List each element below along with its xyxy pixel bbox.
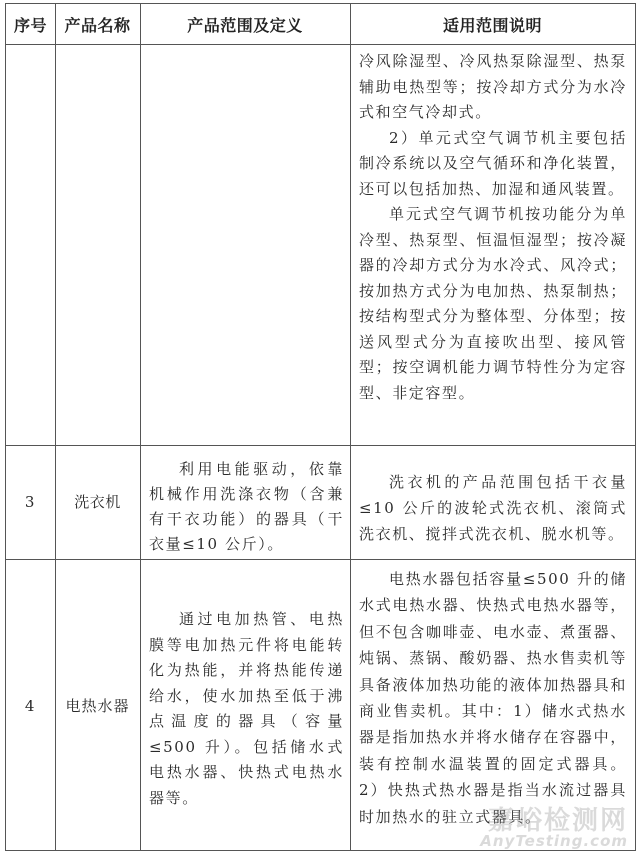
definition-paragraph: 利用电能驱动，依靠机械作用洗涤衣物（含兼有干衣功能）的器具（干衣量≤10 公斤）。 — [149, 460, 344, 553]
table-row-product-washing-machine: 洗衣机 — [74, 493, 121, 511]
table-row-continued-scope — [350, 49, 635, 445]
table-row-definition-electric-water-heater — [140, 607, 350, 807]
header-serial-no: 序号 — [13, 15, 47, 35]
table-row-scope-washing-machine — [350, 469, 635, 557]
watermark-en: AnyTesting.com — [480, 832, 628, 850]
scope-paragraph: 单元式空气调节机按功能分为单冷型、热泵型、恒温恒湿型；按冷凝器的冷却方式分为水冷式、风冷式；按加热方式分为电加热、热泵制热；按结构型式分为整体型、分体型；按送风型式分为直接吹出型、接风管型；按空调机能力调节特性分为定容型、非定容型。 — [359, 205, 627, 402]
table-row-serial-3: 3 — [24, 493, 37, 511]
header-scope-description: 适用范围说明 — [442, 15, 542, 35]
table-row-continued-name — [55, 45, 140, 445]
product-scope-table — [5, 3, 636, 851]
definition-paragraph: 通过电加热管、电热膜等电加热元件将电能转化为热能，并将热能传递给水，使水加热至低于沸点温度的器具（容量≤500 升）。包括储水式电热水器、快热式电热水器等。 — [149, 610, 344, 807]
scope-paragraph: 电热水器包括容量≤500 升的储水式电热水器、快热式电热水器等，但不包含咖啡壶、电水壶、煮蛋器、炖锅、蒸锅、酸奶器、热水售卖机等具备液体加热功能的液体加热器具和商业售卖机。其中：1）储水式热水器是指加热水并将水储存在容器中，装有控制水温装置的固定式器具。2）快热式热水器是指当水流过器具时加热水的驻立式器具。 — [359, 570, 627, 826]
table-row-definition-washing-machine — [140, 457, 350, 557]
table-row-product-electric-water-heater: 电热水器 — [65, 696, 130, 715]
scope-paragraph: 2）单元式空气调节机主要包括制冷系统以及空气循环和净化装置，还可以包括加热、加湿和通风装置。 — [359, 128, 627, 198]
table-row-continued-definition — [140, 45, 350, 445]
table-row-serial-4: 4 — [24, 696, 37, 715]
table-row-scope-electric-water-heater — [350, 566, 635, 852]
scope-paragraph: 冷风除湿型、冷风热泵除湿型、热泵辅助电热型等；按冷却方式分为水冷式和空气冷却式。 — [359, 52, 627, 121]
watermark-cn: 嘉峪检测网 — [487, 806, 628, 836]
header-product-name: 产品名称 — [64, 15, 131, 35]
header-product-definition: 产品范围及定义 — [187, 15, 303, 35]
scope-paragraph: 洗衣机的产品范围包括干衣量≤10 公斤的波轮式洗衣机、滚筒式洗衣机、搅拌式洗衣机、脱水机等。 — [359, 473, 627, 543]
table-row-continued-serial — [6, 45, 55, 445]
